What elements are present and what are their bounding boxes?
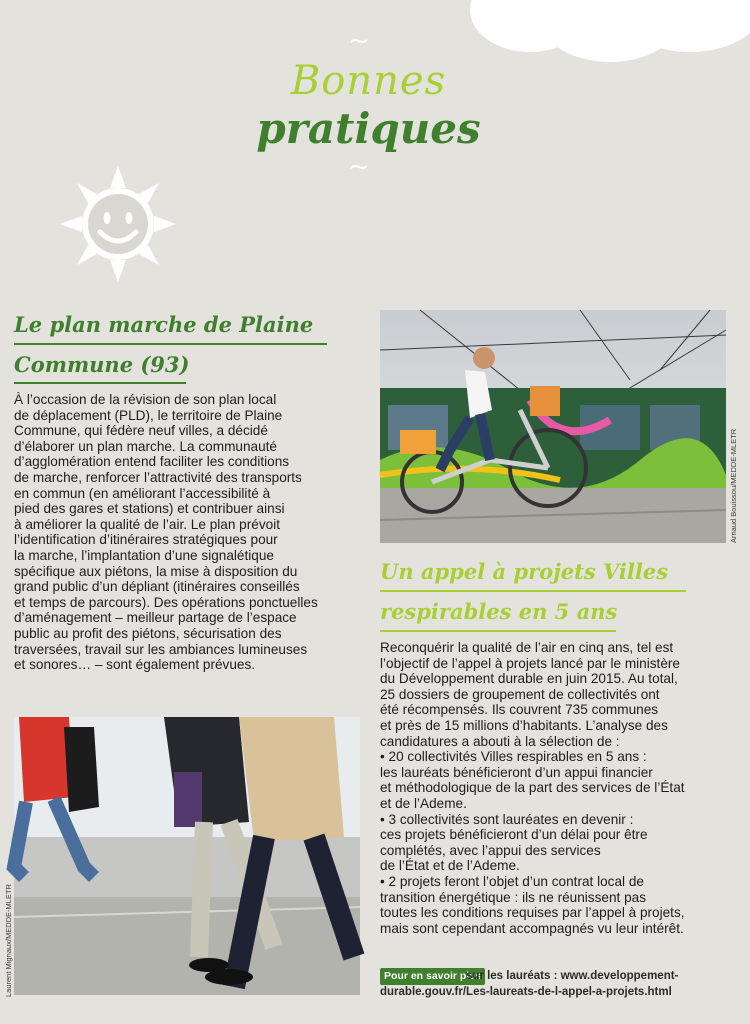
section2-body-line: et méthodologique de la part des services de l’État (380, 780, 685, 796)
laureates-link-line1[interactable]: sur les lauréats : www.developpement- (466, 970, 679, 982)
section1-title-line1: Le plan marche de Plaine (14, 312, 314, 337)
section1-body-line: spécifique aux piétons, la mise à disposition du (14, 563, 298, 579)
section1-title-underline1 (14, 343, 327, 345)
laureates-link-line2[interactable]: durable.gouv.fr/Les-laureats-de-l-appel-a-projets.html (380, 986, 672, 998)
section2-body-line: mais sont cependant accompagnés vu leur intérêt. (380, 920, 684, 936)
photo-cyclist-tram (380, 310, 726, 543)
photo-pedestrians (14, 717, 360, 995)
section1-body-line: Commune, qui fédère neuf villes, a décidé (14, 423, 268, 439)
section2-body-line: les lauréats bénéficieront d’un appui financier (380, 764, 653, 780)
header-title-line2: pratiques (256, 104, 481, 153)
photo-tram-credit: Arnaud Bouissou/MEDDE-MLETR (729, 428, 738, 543)
section2-body-line: complétés, avec l’appui des services (380, 842, 601, 858)
section2-title (380, 552, 698, 632)
section1-body-line: d’élaborer un plan marche. La communauté (14, 438, 277, 454)
section1-body-line: d’agglomération entend faciliter les conditions (14, 454, 290, 470)
section1-body-line: de déplacement (PLD), le territoire de Plaine (14, 407, 283, 423)
section2-body-line: • 3 collectivités sont lauréates en devenir : (380, 811, 634, 827)
photo-walk-credit: Laurent Mignaux/MEDDE-MLETR (4, 884, 13, 997)
section1-body-line: et temps de parcours). Des opérations ponctuelles (14, 594, 318, 610)
section1-body (14, 392, 359, 673)
section2-body-line: Reconquérir la qualité de l’air en cinq ans, tel est (380, 640, 674, 655)
section2-body-line: ces projets bénéficieront d’un délai pour être (380, 827, 648, 843)
section2-body-line: et de l’Ademe. (380, 795, 467, 811)
more-info-badge: Pour en savoir plus (380, 968, 485, 985)
section2-title-line2: respirables en 5 ans (380, 599, 618, 624)
section2-body-line: toutes les conditions requises par l’appel à projets, (380, 905, 685, 921)
section2-body-line: été récompensés. Ils couvrent 735 communes (380, 702, 659, 718)
photo-pedestrians-illustration (14, 717, 360, 995)
section1-body-line: pied des gares et stations) et contribuer ainsi (14, 501, 285, 517)
section1-body-line: À l’occasion de la révision de son plan local (14, 392, 277, 407)
section2-body-line: transition énergétique : ils ne réunissent pas (380, 889, 646, 905)
section1-title-underline2 (14, 382, 186, 384)
section1-body-line: à améliorer la qualité de l’air. Le plan prévoit (14, 516, 280, 532)
section2-title-line1: Un appel à projets Villes (380, 559, 669, 584)
section2-body-line: de l’État et de l’Ademe. (380, 858, 520, 874)
section1-body-line: et sonores… – sont également prévues. (14, 657, 256, 673)
section1-title-line2: Commune (93) (14, 352, 190, 377)
section1-body-line: en commun (en améliorant l’accessibilité à (14, 485, 271, 501)
photo-cyclist-tram-illustration (380, 310, 726, 543)
section1-body-line: de marche, renforcer l’attractivité des transports (14, 469, 302, 485)
header-tilde-top: ~ (348, 26, 370, 56)
section2-body-line: • 2 projets feront l’objet d’un contrat local de (380, 873, 644, 889)
section2-title-underline1 (380, 590, 686, 592)
section2-body-line: 25 dossiers de groupement de collectivités ont (380, 686, 660, 702)
section2-body-line: l’objectif de l’appel à projets lancé par le ministère (380, 655, 680, 671)
header-title-line1: Bonnes (290, 58, 447, 104)
section2-body (380, 640, 730, 936)
smiling-sun-icon (60, 166, 176, 282)
section1-body-line: la marche, l’implantation d’une signalétique (14, 547, 274, 563)
section1-body-line: d’aménagement – meilleur partage de l’espace (14, 610, 297, 626)
section1-body-line: traversées, travail sur les ambiances lumineuses (14, 641, 308, 657)
section2-body-line: candidatures a abouti à la sélection de : (380, 733, 620, 749)
header-tilde-bottom: ~ (348, 152, 370, 182)
section2-body-line: du Développement durable en juin 2015. Au total, (380, 671, 678, 687)
cloud-icon (470, 0, 750, 60)
section1-body-line: grand public d’un dépliant (itinéraires conseillés (14, 579, 300, 595)
section2-title-underline2 (380, 630, 616, 632)
section1-body-line: l’identification d’itinéraires stratégiques pour (14, 532, 278, 548)
section2-body-line: et près de 15 millions d’habitants. L’analyse des (380, 717, 668, 733)
section2-body-line: • 20 collectivités Villes respirables en 5 ans : (380, 749, 647, 765)
section1-title (14, 305, 332, 385)
section1-body-line: public au profit des piétons, sécurisation des (14, 625, 282, 641)
